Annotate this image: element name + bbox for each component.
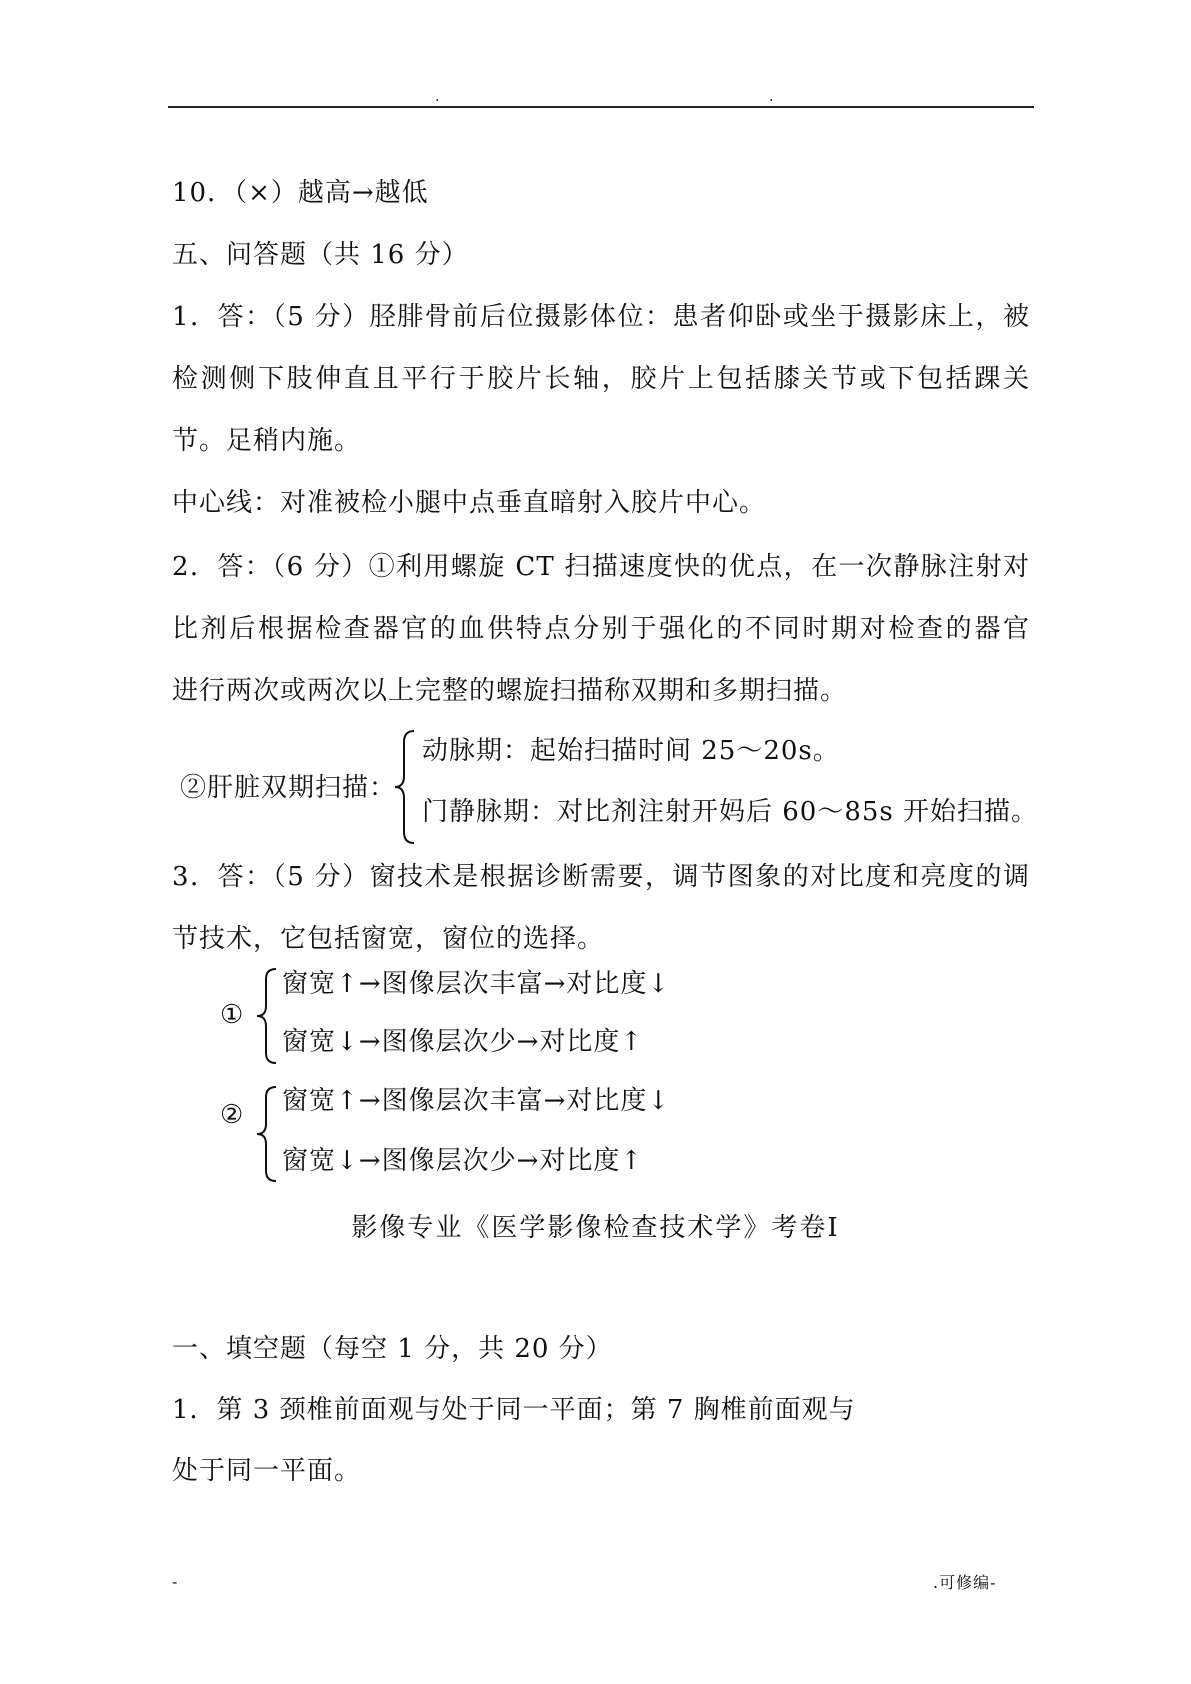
section-heading-fill-blank: 一、填空题（每空 1 分，共 20 分）: [172, 1334, 613, 1364]
section-heading-qa: 五、问答题（共 16 分）: [172, 240, 469, 270]
header-dot-right: .: [769, 89, 774, 105]
exam-title: 影像专业《医学影像检查技术学》考卷Ⅰ: [351, 1213, 840, 1243]
window-group-1-line-a: 窗宽↑→图像层次丰富→对比度↓: [282, 969, 671, 999]
window-group-1-label: ①: [220, 1000, 245, 1030]
footer-right-text: .可修编-: [933, 1573, 997, 1592]
window-group-1-brace: [254, 966, 280, 1066]
header-rule: [168, 106, 1034, 108]
qa2-line-2: 比剂后根据检查器官的血供特点分别于强化的不同时期对检查的器官: [172, 614, 1030, 644]
window-group-1-line-b: 窗宽↓→图像层次少→对比度↑: [282, 1027, 644, 1057]
qa1-line-1: 1．答：（5 分）胫腓骨前后位摄影体位：患者仰卧或坐于摄影床上，被: [172, 302, 1030, 332]
liver-brace: [392, 728, 420, 846]
qa2-line-3: 进行两次或两次以上完整的螺旋扫描称双期和多期扫描。: [172, 676, 848, 706]
qa3-line-1: 3．答：（5 分）窗技术是根据诊断需要，调节图象的对比度和亮度的调: [172, 862, 1030, 892]
qa1-line-3: 节。足稍内施。: [172, 426, 362, 456]
liver-arterial-phase: 动脉期：起始扫描时间 25～20s。: [422, 736, 840, 766]
qa1-center-line: 中心线：对准被检小腿中点垂直暗射入胶片中心。: [172, 488, 767, 518]
window-group-2-line-a: 窗宽↑→图像层次丰富→对比度↓: [282, 1086, 671, 1116]
qa1-line-2: 检测侧下肢伸直且平行于胶片长轴，胶片上包括膝关节或下包括踝关: [172, 364, 1030, 394]
liver-portal-phase: 门静脉期：对比剂注射开妈后 60～85s 开始扫描。: [422, 797, 1039, 827]
qa3-line-2: 节技术，它包括窗宽，窗位的选择。: [172, 924, 605, 954]
fill-blank-q1-line-2: 处于同一平面。: [172, 1456, 362, 1486]
window-group-2-brace: [254, 1084, 280, 1184]
fill-blank-q1-line-1: 1．第 3 颈椎前面观与处于同一平面；第 7 胸椎前面观与: [172, 1395, 856, 1425]
window-group-2-label: ②: [220, 1100, 245, 1130]
liver-scan-label: ②肝脏双期扫描：: [180, 773, 397, 803]
window-group-2-line-b: 窗宽↓→图像层次少→对比度↑: [282, 1146, 644, 1176]
answer-line-10: 10．（×）越高→越低: [172, 178, 429, 208]
header-dot-left: .: [435, 89, 440, 105]
footer-left-mark: -: [172, 1572, 178, 1591]
qa2-line-1: 2．答：（6 分）①利用螺旋 CT 扫描速度快的优点，在一次静脉注射对: [172, 552, 1030, 582]
